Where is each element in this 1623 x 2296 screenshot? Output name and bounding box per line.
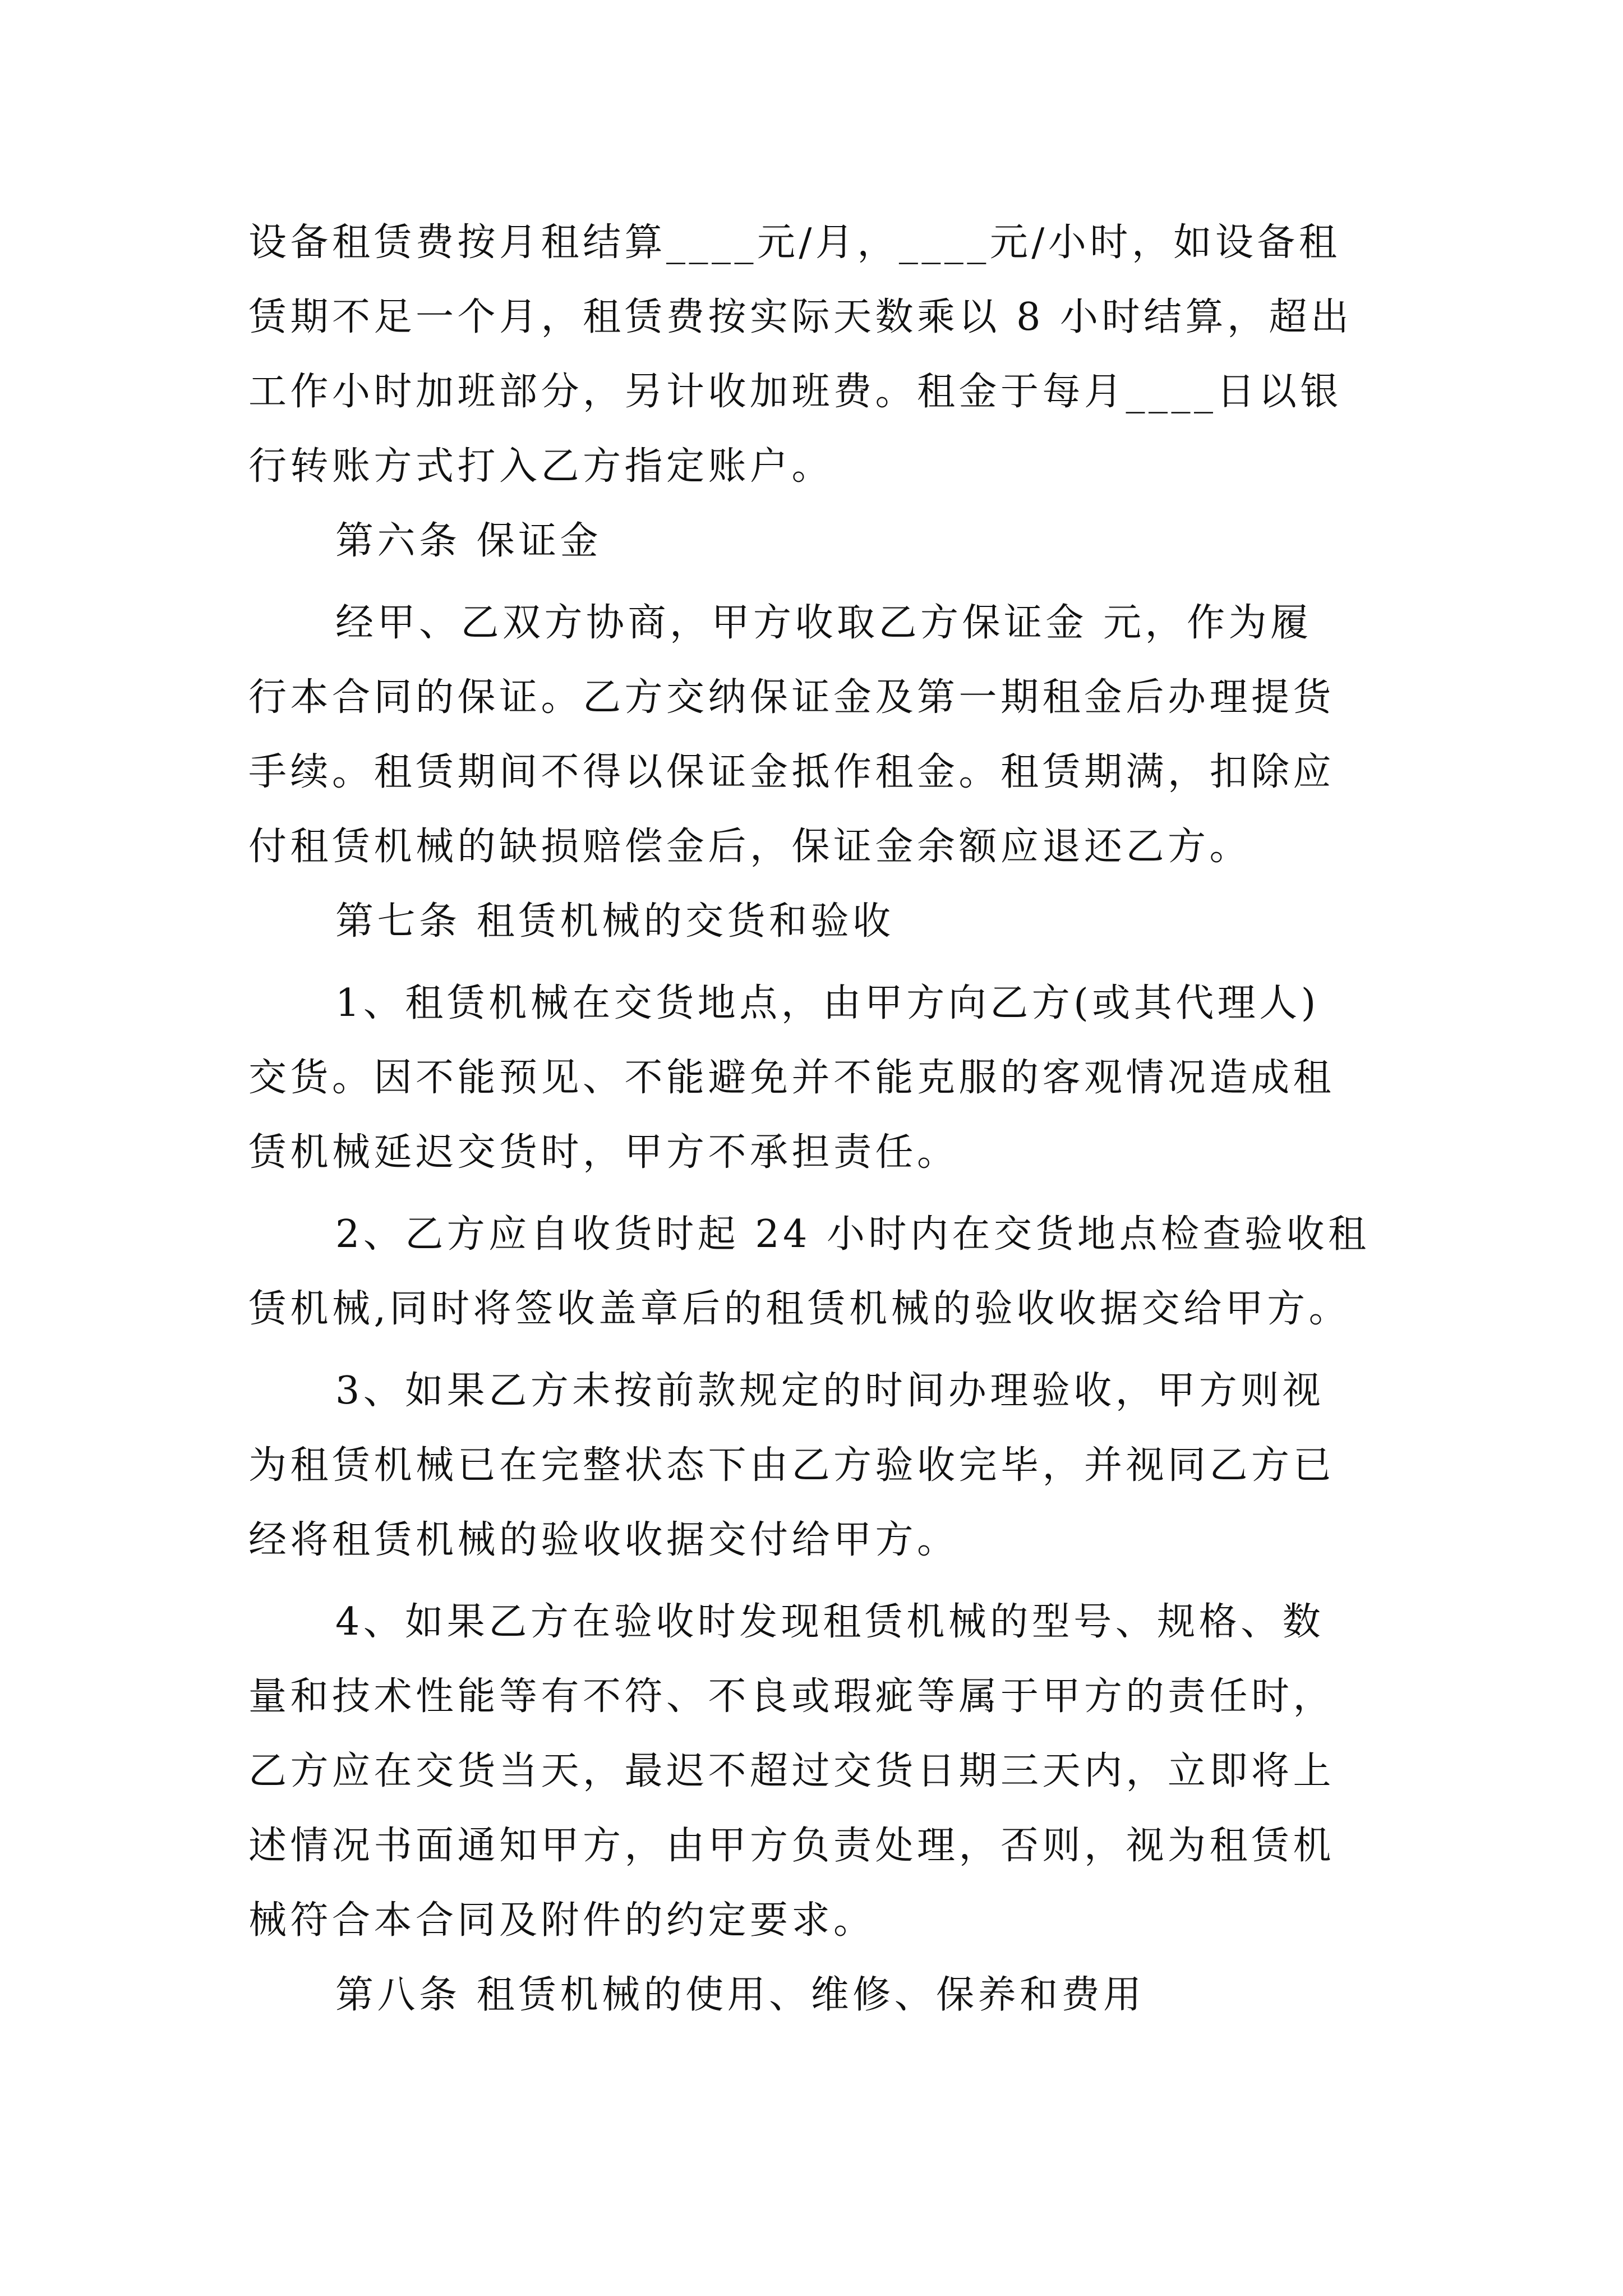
paragraph-line: 设备租赁费按月租结算____元/月，____元/小时，如设备租: [248, 220, 1341, 265]
article-heading: 第七条 租赁机械的交货和验收: [335, 899, 895, 944]
article-heading: 第八条 租赁机械的使用、维修、保养和费用: [335, 1973, 1145, 2017]
paragraph-line: 1、租赁机械在交货地点，由甲方向乙方(或其代理人): [335, 981, 1320, 1025]
paragraph-line: 工作小时加班部分，另计收加班费。租金于每月____日以银: [248, 370, 1343, 414]
paragraph-line: 述情况书面通知甲方，由甲方负责处理，否则，视为租赁机: [248, 1824, 1335, 1868]
paragraph-line: 行转账方式打入乙方指定账户。: [248, 444, 834, 489]
paragraph-line: 3、如果乙方未按前款规定的时间办理验收，甲方则视: [335, 1369, 1325, 1413]
paragraph-line: 械符合本合同及附件的约定要求。: [248, 1898, 875, 1943]
paragraph-line: 赁期不足一个月，租赁费按实际天数乘以 8 小时结算，超出: [248, 295, 1353, 339]
paragraph-line: 行本合同的保证。乙方交纳保证金及第一期租金后办理提货: [248, 675, 1335, 720]
paragraph-line: 经甲、乙双方协商，甲方收取乙方保证金 元，作为履: [335, 601, 1312, 645]
article-heading: 第六条 保证金: [335, 519, 602, 563]
paragraph-line: 为租赁机械已在完整状态下由乙方验收完毕，并视同乙方已: [248, 1443, 1335, 1488]
paragraph-line: 经将租赁机械的验收收据交付给甲方。: [248, 1518, 959, 1562]
paragraph-line: 付租赁机械的缺损赔偿金后，保证金余额应退还乙方。: [248, 825, 1252, 869]
paragraph-line: 量和技术性能等有不符、不良或瑕疵等属于甲方的责任时，: [248, 1674, 1335, 1719]
paragraph-line: 4、如果乙方在验收时发现租赁机械的型号、规格、数: [335, 1600, 1325, 1644]
paragraph-line: 手续。租赁期间不得以保证金抵作租金。租赁期满，扣除应: [248, 750, 1335, 794]
paragraph-line: 交货。因不能预见、不能避免并不能克服的客观情况造成租: [248, 1056, 1335, 1100]
paragraph-line: 乙方应在交货当天，最迟不超过交货日期三天内，立即将上: [248, 1749, 1335, 1793]
paragraph-line: 2、乙方应自收货时起 24 小时内在交货地点检查验收租: [335, 1212, 1370, 1257]
paragraph-line: 赁机械,同时将签收盖章后的租赁机械的验收收据交给甲方。: [248, 1287, 1351, 1331]
paragraph-line: 赁机械延迟交货时，甲方不承担责任。: [248, 1130, 959, 1175]
